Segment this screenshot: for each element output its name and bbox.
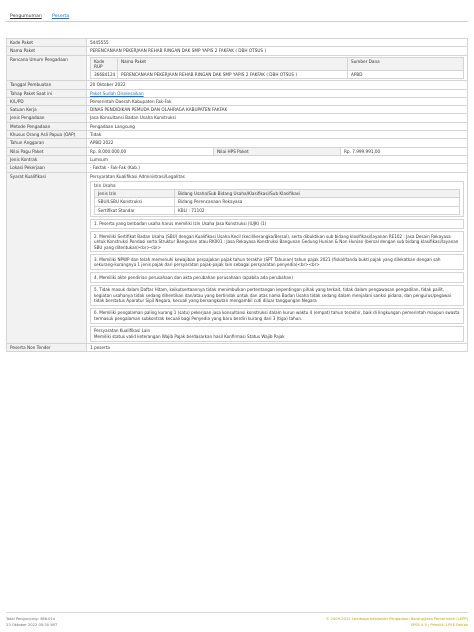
rup-row <box>91 71 464 79</box>
label-pagu: Nilai Pagu Paket <box>7 147 87 155</box>
tab-bar <box>6 13 468 22</box>
syarat-item: 5. Tidak masuk dalam Daftar Hitam, keikutsertaannya tidak menimbulkan pertentangan kepentingan pihak yang terkait, tidak dalam pengawasan pengadilan, tidak pailit, kegiatan usahanya tidak sedang dihentikan dan/atau yang bertindak untuk dan atas nama Badan Usaha tidak sedang dalam menjalani sanksi pidana, dan pengurus/pegawai tidak berstatus Aparatur Sipil Negara, kecuali yang bersangkutan mengambil cuti diluar tanggungan Negara <box>90 285 464 306</box>
row-satuan-kerja <box>7 106 468 114</box>
value-tanggal: 20 Oktober 2022 <box>87 81 468 89</box>
page-footer <box>6 612 468 627</box>
rup-header-sumber: Sumber Dana <box>348 57 464 70</box>
row-tanggal <box>7 81 468 89</box>
visitor-count: Total Pengunjung: 386.01x <box>6 617 56 621</box>
label-kontrak: Jenis Kontrak <box>7 155 87 163</box>
rup-header-kode: Kode RUP <box>91 57 118 70</box>
label-satuan-kerja: Satuan Kerja <box>7 106 87 114</box>
label-tanggal: Tanggal Pembuatan <box>7 81 87 89</box>
value-satuan-kerja: DINAS PENDIDIKAN PEMUDA DAN OLAHRAGA KABUPATEN FAKFAK <box>87 106 468 114</box>
izin-bidang: KBLI : 71102 <box>175 206 460 214</box>
row-tahap <box>7 89 468 97</box>
izin-header <box>95 189 460 197</box>
value-khusus-oap: Tidak <box>87 131 468 139</box>
izin-bidang: Bidang Perencanaan Rekayasa <box>175 198 460 206</box>
label-tahun: Tahun Anggaran <box>7 139 87 147</box>
syarat-lain-text: Memiliki status valid keterangan Wajib Pajak berdasarkan hasil Konfirmasi Status Wajib Pajak <box>94 333 285 339</box>
izin-usaha-label: Izin Usaha <box>94 182 116 188</box>
label-lokasi: Lokasi Pekerjaan <box>7 164 87 172</box>
label-tahap: Tahap Paket Saat ini <box>7 89 87 97</box>
value-pagu: Rp. 8.000.000,00 <box>87 147 214 155</box>
syarat-title: Persyaratan Kualifikasi Administrasi/Legalitas <box>90 173 185 179</box>
row-lokasi <box>7 164 468 172</box>
syarat-lain-box <box>90 326 464 342</box>
syarat-item: 6. Memiliki pengalaman paling kurang 1 (satu) pekerjaan jasa konsultansi konstruksi dalam kurun waktu 4 (empat) tahun terakhir, baik di lingkungan pemerintah maupun swasta termasuk pengalaman subkontrak kecuali bagi Penyedia yang baru berdiri kurang dari 3 (tiga) tahun. <box>90 308 464 324</box>
label-rencana-umum: Rencana Umum Pengadaan <box>7 55 87 81</box>
value-kontrak: Lumsum <box>87 155 468 163</box>
label-hps: Nilai HPS Paket <box>214 147 341 155</box>
izin-header-bidang: Bidang Usaha/Sub Bidang Usaha/Klasifikasi/Sub Klasifikasi <box>175 189 460 197</box>
row-tahun <box>7 139 468 147</box>
row-khusus-oap <box>7 131 468 139</box>
label-nama-paket: Nama Paket <box>7 47 87 55</box>
value-metode: Pengadaan Langsung <box>87 122 468 130</box>
rup-table <box>90 57 464 80</box>
footer-copyright[interactable]: © 2009-2022 Lembaga Kebijakan Pengadaan Barang/Jasa Pemerintah (LKPP) <box>325 617 468 621</box>
izin-jenis: Sertifikat Standar <box>95 206 175 214</box>
izin-jenis: SBU/LSBU Konstruksi <box>95 198 175 206</box>
label-klpd: K/L/PD <box>7 97 87 105</box>
rup-header-nama: Nama Paket <box>118 57 348 70</box>
label-khusus-oap: Khusus Orang Asli Papua (OAP) <box>7 131 87 139</box>
row-nama-paket <box>7 47 468 55</box>
syarat-item: 2. Memiliki Sertifikat Badan Usaha (SBU) dengan Kualifikasi Usaha Kecil (kecil/kerangka/Bersal), serta dibuktikan sub bidang klasifikasi/layanan RE102 : Jasa Desain Rekayasa untuk Konstruksi Pondasi serta Struktur Bangunan atau RK001 : Jasa Rekayasa Konstruksi Bangunan Gedung Hunian & Non Hunian (bersal dengan sub bidang klasifikasi/layanan SBU yang ditentukan)<br><br> <box>90 231 464 252</box>
tahap-link[interactable]: Paket Sudah Diselesaikan <box>90 90 144 96</box>
izin-row <box>95 198 460 206</box>
label-metode: Metode Pengadaan <box>7 122 87 130</box>
rup-nama: PERENCANAAN PEKERJAAN REHAB RINGAN DAK SMP YAPIS 2 FAKFAK ( DBH OTSUS ) <box>118 71 348 79</box>
tab-pengumuman[interactable]: Pengumuman <box>10 14 42 19</box>
row-metode <box>7 122 468 130</box>
izin-usaha-box <box>90 181 464 217</box>
row-klpd <box>7 97 468 105</box>
value-hps: Rp. 7.999.991,00 <box>341 147 468 155</box>
value-jenis-pengadaan: Jasa Konsultansi Badan Usaha Konstruksi <box>87 114 468 122</box>
row-syarat <box>7 172 468 343</box>
izin-header-jenis: Jenis Izin <box>95 189 175 197</box>
syarat-lain-title: Persyaratan Kualifikasi Lain <box>94 328 151 334</box>
rup-kode: 36684124 <box>91 71 118 79</box>
value-tahun: APBD 2022 <box>87 139 468 147</box>
label-kode-paket: Kode Paket <box>7 39 87 47</box>
izin-table <box>94 189 460 215</box>
value-peserta: 1 peserta <box>87 343 468 351</box>
row-jenis-pengadaan <box>7 114 468 122</box>
value-klpd: Pemerintah Daerah Kabupaten Fak-Fak <box>87 97 468 105</box>
row-kontrak <box>7 155 468 163</box>
value-kode-paket: 5445555 <box>87 39 468 47</box>
value-lokasi: - Fakfak - Fak-Fak (Kab.) <box>87 164 468 172</box>
row-kode-paket <box>7 39 468 47</box>
rup-sumber: APBD <box>348 71 464 79</box>
izin-row <box>95 206 460 214</box>
row-pagu <box>7 147 468 155</box>
label-syarat: Syarat Kualifikasi <box>7 172 87 343</box>
syarat-item: 4. Memiliki akte pendirian perusahaan dan akta perubahan perusahaan (apabila ada perubahan) <box>90 272 464 282</box>
detail-panel <box>6 38 468 352</box>
label-peserta: Peserta Non Tender <box>7 343 87 351</box>
rup-header <box>91 57 464 70</box>
label-jenis-pengadaan: Jenis Pengadaan <box>7 114 87 122</box>
footer-version[interactable]: SPSE 4.5 | Pemilik: LPSE Fakfak <box>410 623 468 627</box>
value-nama-paket: PERENCANAAN PEKERJAAN REHAB RINGAN DAK SMP YAPIS 2 FAKFAK ( DBH OTSUS ) <box>87 47 468 55</box>
row-peserta <box>7 343 468 351</box>
syarat-item: 3. Memiliki NPWP dan telah memenuhi kewajiban perpajakan pajak tahun terakhir (SPT Tahunan) tahun pajak 2021 (fiskal/tanda bukti pajak yang dilekatkan dengan sah sekurang-kurangnya 1 jenis pajak dari persyaratan pajak-pajak lain sebagai persyaratan penyedia)<br><br> <box>90 254 464 270</box>
package-detail-table <box>6 38 468 352</box>
syarat-item: 1. Peserta yang berbadan usaha harus memiliki Izin Usaha Jasa Konstruksi (IUJK) (1) <box>90 219 464 229</box>
row-rencana-umum <box>7 55 468 81</box>
tab-peserta[interactable]: Peserta <box>52 14 70 19</box>
footer-timestamp: 23 Oktober 2022 05:30 WIT <box>6 623 58 627</box>
